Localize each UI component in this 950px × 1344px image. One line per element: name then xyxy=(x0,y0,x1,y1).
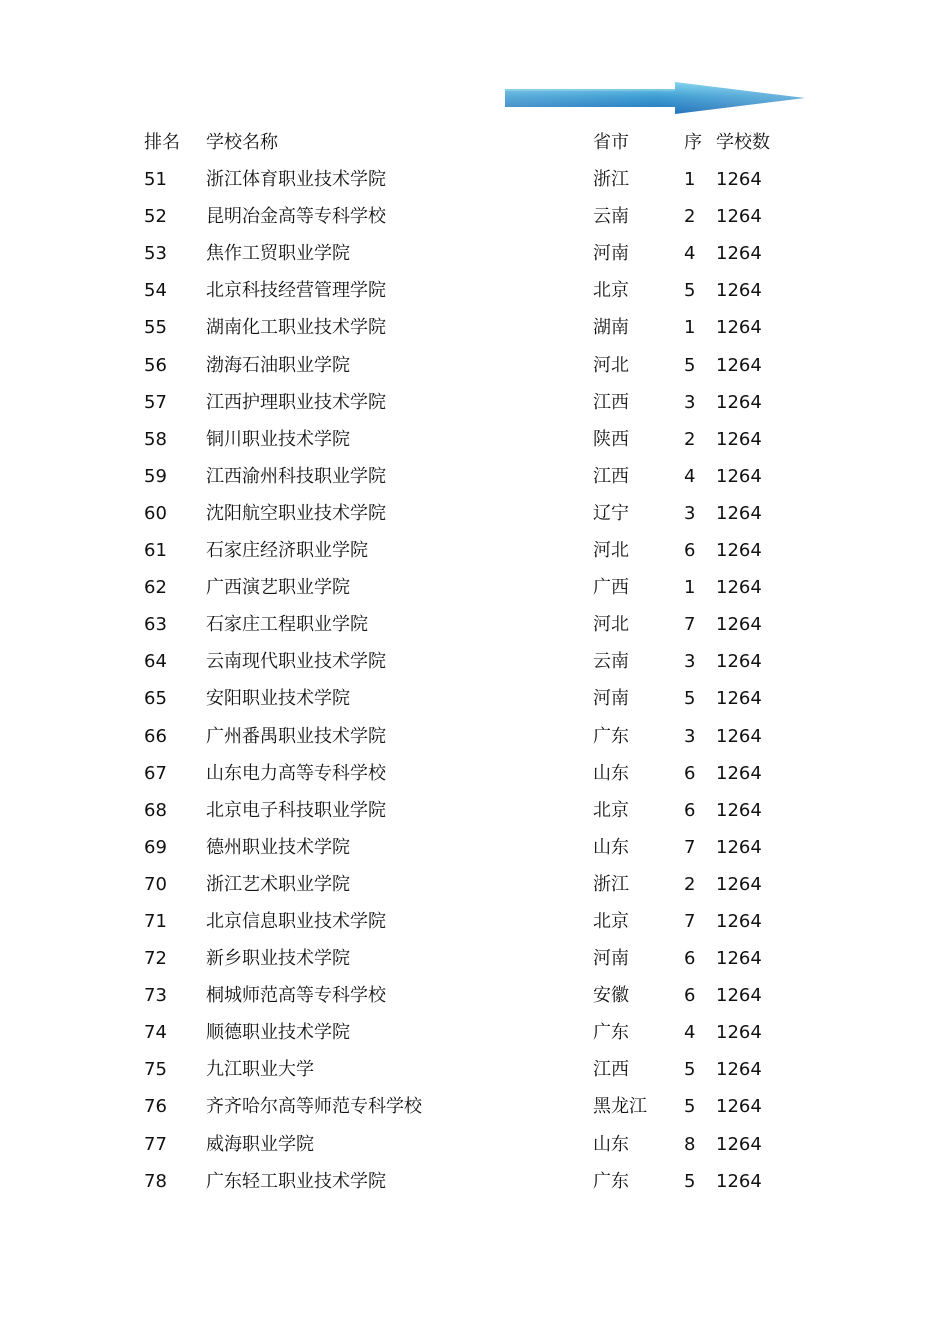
cell-school-count: 1264 xyxy=(716,169,762,191)
cell-seq: 1 xyxy=(684,317,696,339)
table-row xyxy=(0,977,950,1014)
cell-school-count: 1264 xyxy=(716,1096,762,1118)
cell-school-name: 桐城师范高等专科学校 xyxy=(206,985,386,1007)
cell-province: 黑龙江 xyxy=(593,1096,647,1118)
cell-school-count: 1264 xyxy=(716,762,762,784)
cell-school-name: 顺德职业技术学院 xyxy=(206,1022,350,1044)
table-row xyxy=(0,680,950,717)
cell-seq: 3 xyxy=(684,725,696,747)
table-row xyxy=(0,940,950,977)
cell-province: 浙江 xyxy=(593,169,629,191)
cell-school-name: 昆明冶金高等专科学校 xyxy=(206,206,386,228)
table-row xyxy=(0,384,950,421)
cell-seq: 4 xyxy=(684,243,696,265)
cell-seq: 4 xyxy=(684,1022,696,1044)
cell-rank: 77 xyxy=(144,1133,167,1155)
table-row xyxy=(0,458,950,495)
cell-province: 山东 xyxy=(593,762,629,784)
cell-school-count: 1264 xyxy=(716,836,762,858)
cell-seq: 7 xyxy=(684,614,696,636)
table-body xyxy=(0,161,950,1200)
cell-rank: 78 xyxy=(144,1170,167,1192)
table-row xyxy=(0,606,950,643)
table-row xyxy=(0,718,950,755)
cell-province: 北京 xyxy=(593,910,629,932)
cell-school-name: 北京科技经营管理学院 xyxy=(206,280,386,302)
cell-rank: 71 xyxy=(144,910,167,932)
cell-rank: 57 xyxy=(144,391,167,413)
cell-school-count: 1264 xyxy=(716,577,762,599)
cell-rank: 58 xyxy=(144,428,167,450)
header-name: 学校名称 xyxy=(206,132,278,153)
cell-rank: 53 xyxy=(144,243,167,265)
cell-school-count: 1264 xyxy=(716,206,762,228)
cell-seq: 2 xyxy=(684,206,696,228)
cell-school-count: 1264 xyxy=(716,540,762,562)
table-row xyxy=(0,421,950,458)
cell-seq: 2 xyxy=(684,428,696,450)
table-row xyxy=(0,235,950,272)
cell-seq: 3 xyxy=(684,502,696,524)
cell-school-name: 江西护理职业技术学院 xyxy=(206,391,386,413)
table-row xyxy=(0,755,950,792)
cell-province: 河北 xyxy=(593,614,629,636)
table-row xyxy=(0,495,950,532)
cell-school-count: 1264 xyxy=(716,985,762,1007)
cell-school-name: 石家庄工程职业学院 xyxy=(206,614,368,636)
cell-seq: 6 xyxy=(684,540,696,562)
cell-province: 广东 xyxy=(593,725,629,747)
cell-seq: 3 xyxy=(684,391,696,413)
cell-school-name: 德州职业技术学院 xyxy=(206,836,350,858)
cell-seq: 6 xyxy=(684,799,696,821)
table-row xyxy=(0,198,950,235)
cell-province: 河北 xyxy=(593,540,629,562)
cell-rank: 63 xyxy=(144,614,167,636)
cell-school-name: 北京信息职业技术学院 xyxy=(206,910,386,932)
cell-province: 陕西 xyxy=(593,428,629,450)
cell-province: 浙江 xyxy=(593,873,629,895)
cell-rank: 74 xyxy=(144,1022,167,1044)
cell-rank: 68 xyxy=(144,799,167,821)
cell-school-count: 1264 xyxy=(716,280,762,302)
table-row xyxy=(0,1163,950,1200)
header-province: 省市 xyxy=(593,132,629,153)
cell-school-count: 1264 xyxy=(716,354,762,376)
cell-school-name: 安阳职业技术学院 xyxy=(206,688,350,710)
table-row xyxy=(0,866,950,903)
cell-seq: 5 xyxy=(684,1059,696,1081)
cell-rank: 59 xyxy=(144,465,167,487)
cell-school-count: 1264 xyxy=(716,1170,762,1192)
cell-school-name: 焦作工贸职业学院 xyxy=(206,243,350,265)
cell-seq: 5 xyxy=(684,1096,696,1118)
cell-seq: 7 xyxy=(684,836,696,858)
table-row xyxy=(0,1051,950,1088)
cell-school-count: 1264 xyxy=(716,614,762,636)
cell-seq: 1 xyxy=(684,169,696,191)
cell-province: 云南 xyxy=(593,651,629,673)
table-row xyxy=(0,347,950,384)
table-row xyxy=(0,532,950,569)
cell-seq: 4 xyxy=(684,465,696,487)
header-seq: 序 xyxy=(684,132,702,153)
cell-school-count: 1264 xyxy=(716,1133,762,1155)
cell-seq: 3 xyxy=(684,651,696,673)
cell-school-count: 1264 xyxy=(716,391,762,413)
cell-school-count: 1264 xyxy=(716,910,762,932)
cell-school-name: 北京电子科技职业学院 xyxy=(206,799,386,821)
cell-rank: 65 xyxy=(144,688,167,710)
cell-province: 北京 xyxy=(593,280,629,302)
cell-seq: 5 xyxy=(684,354,696,376)
header-count: 学校数 xyxy=(716,132,770,153)
table-row xyxy=(0,1088,950,1125)
cell-school-count: 1264 xyxy=(716,688,762,710)
cell-rank: 60 xyxy=(144,502,167,524)
cell-rank: 66 xyxy=(144,725,167,747)
cell-rank: 67 xyxy=(144,762,167,784)
cell-province: 安徽 xyxy=(593,985,629,1007)
table-row xyxy=(0,161,950,198)
cell-seq: 6 xyxy=(684,762,696,784)
cell-seq: 5 xyxy=(684,280,696,302)
table-row xyxy=(0,1014,950,1051)
cell-province: 江西 xyxy=(593,391,629,413)
cell-rank: 75 xyxy=(144,1059,167,1081)
cell-seq: 6 xyxy=(684,948,696,970)
cell-rank: 76 xyxy=(144,1096,167,1118)
table-row xyxy=(0,309,950,346)
cell-school-count: 1264 xyxy=(716,725,762,747)
cell-province: 北京 xyxy=(593,799,629,821)
cell-school-count: 1264 xyxy=(716,1059,762,1081)
cell-rank: 54 xyxy=(144,280,167,302)
cell-province: 山东 xyxy=(593,836,629,858)
cell-school-count: 1264 xyxy=(716,317,762,339)
table-row xyxy=(0,272,950,309)
cell-province: 广东 xyxy=(593,1170,629,1192)
cell-school-name: 广州番禺职业技术学院 xyxy=(206,725,386,747)
arrow-decoration-icon xyxy=(505,80,807,116)
table-row xyxy=(0,829,950,866)
cell-rank: 73 xyxy=(144,985,167,1007)
cell-rank: 61 xyxy=(144,540,167,562)
cell-seq: 1 xyxy=(684,577,696,599)
cell-school-name: 石家庄经济职业学院 xyxy=(206,540,368,562)
cell-seq: 5 xyxy=(684,688,696,710)
table-row xyxy=(0,643,950,680)
cell-rank: 56 xyxy=(144,354,167,376)
cell-school-name: 沈阳航空职业技术学院 xyxy=(206,502,386,524)
cell-school-name: 浙江艺术职业学院 xyxy=(206,873,350,895)
cell-seq: 7 xyxy=(684,910,696,932)
cell-school-count: 1264 xyxy=(716,948,762,970)
ranking-table xyxy=(0,124,950,1200)
cell-province: 湖南 xyxy=(593,317,629,339)
cell-rank: 62 xyxy=(144,577,167,599)
cell-school-name: 广东轻工职业技术学院 xyxy=(206,1170,386,1192)
cell-rank: 69 xyxy=(144,836,167,858)
cell-rank: 55 xyxy=(144,317,167,339)
cell-province: 江西 xyxy=(593,465,629,487)
cell-school-name: 浙江体育职业技术学院 xyxy=(206,169,386,191)
cell-school-count: 1264 xyxy=(716,428,762,450)
cell-school-count: 1264 xyxy=(716,243,762,265)
cell-school-name: 九江职业大学 xyxy=(206,1059,314,1081)
cell-rank: 52 xyxy=(144,206,167,228)
cell-school-name: 渤海石油职业学院 xyxy=(206,354,350,376)
cell-school-count: 1264 xyxy=(716,799,762,821)
cell-school-count: 1264 xyxy=(716,873,762,895)
table-row xyxy=(0,1126,950,1163)
cell-school-count: 1264 xyxy=(716,1022,762,1044)
cell-school-count: 1264 xyxy=(716,465,762,487)
cell-province: 广西 xyxy=(593,577,629,599)
cell-seq: 6 xyxy=(684,985,696,1007)
cell-rank: 51 xyxy=(144,169,167,191)
cell-rank: 64 xyxy=(144,651,167,673)
table-header xyxy=(0,124,950,161)
header-rank: 排名 xyxy=(144,132,180,153)
cell-school-name: 铜川职业技术学院 xyxy=(206,428,350,450)
cell-school-name: 威海职业学院 xyxy=(206,1133,314,1155)
cell-school-name: 云南现代职业技术学院 xyxy=(206,651,386,673)
cell-province: 山东 xyxy=(593,1133,629,1155)
table-row xyxy=(0,792,950,829)
cell-rank: 70 xyxy=(144,873,167,895)
cell-province: 河南 xyxy=(593,948,629,970)
cell-school-count: 1264 xyxy=(716,502,762,524)
table-row xyxy=(0,569,950,606)
cell-seq: 5 xyxy=(684,1170,696,1192)
cell-school-name: 山东电力高等专科学校 xyxy=(206,762,386,784)
cell-province: 广东 xyxy=(593,1022,629,1044)
cell-province: 河北 xyxy=(593,354,629,376)
table-row xyxy=(0,903,950,940)
cell-province: 辽宁 xyxy=(593,502,629,524)
cell-school-name: 广西演艺职业学院 xyxy=(206,577,350,599)
cell-rank: 72 xyxy=(144,948,167,970)
cell-school-name: 齐齐哈尔高等师范专科学校 xyxy=(206,1096,422,1118)
cell-school-name: 江西渝州科技职业学院 xyxy=(206,465,386,487)
cell-school-name: 新乡职业技术学院 xyxy=(206,948,350,970)
cell-school-name: 湖南化工职业技术学院 xyxy=(206,317,386,339)
cell-school-count: 1264 xyxy=(716,651,762,673)
cell-province: 河南 xyxy=(593,243,629,265)
cell-province: 江西 xyxy=(593,1059,629,1081)
cell-province: 河南 xyxy=(593,688,629,710)
cell-seq: 8 xyxy=(684,1133,696,1155)
cell-province: 云南 xyxy=(593,206,629,228)
cell-seq: 2 xyxy=(684,873,696,895)
